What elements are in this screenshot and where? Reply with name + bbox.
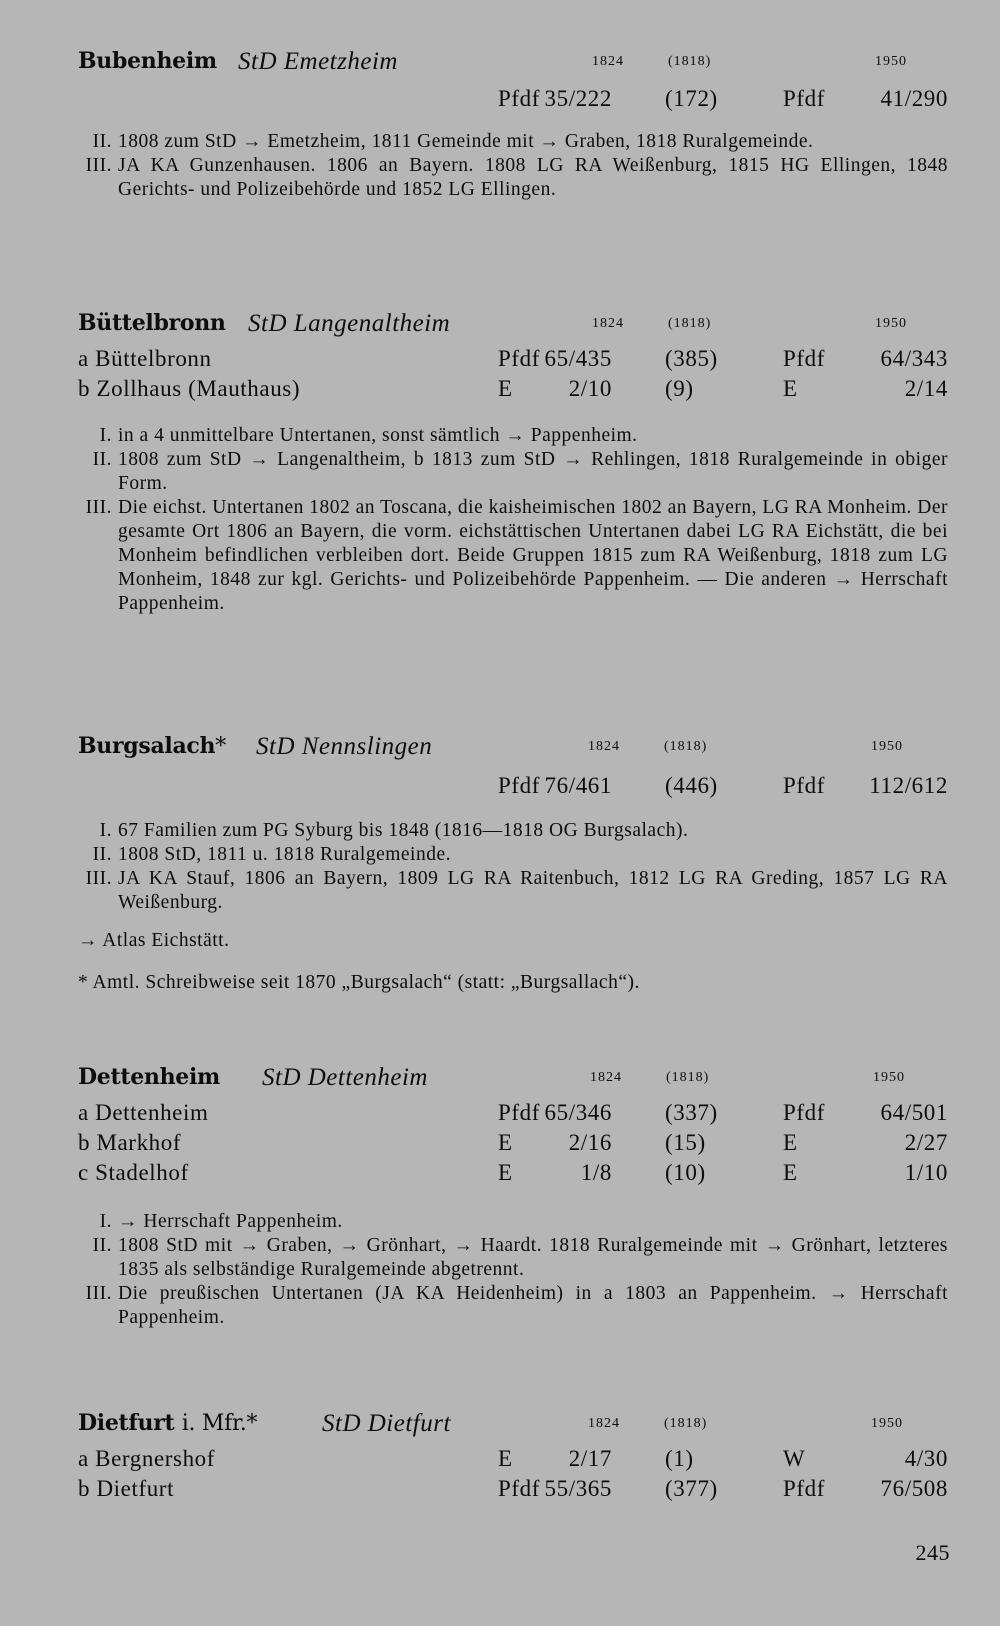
stat-row: [78, 773, 948, 803]
place-name-text: Bubenheim: [78, 48, 217, 74]
note-number: III.: [85, 155, 112, 176]
entry-buettelbronn: [78, 310, 948, 616]
notes: [78, 1210, 948, 1330]
note-number: III.: [85, 868, 112, 889]
row-value-1950: 2/14: [904, 376, 948, 401]
stat-row: [78, 1446, 948, 1476]
footnote-marker: *: [215, 734, 226, 759]
row-type-1950: E: [783, 376, 798, 401]
row-value-1950: 76/508: [880, 1476, 948, 1501]
note-text: 67 Familien zum PG Syburg bis 1848 (1816—1818 OG Burgsalach).: [118, 820, 689, 841]
row-type-1824: Pfdf: [498, 773, 541, 798]
year-1818: (1818): [664, 1416, 708, 1431]
stat-row: [78, 1100, 948, 1130]
row-value-1824: 1/8: [580, 1160, 612, 1185]
year-1824: 1824: [590, 1070, 622, 1085]
note: [78, 448, 948, 496]
entry-dettenheim: [78, 1064, 948, 1330]
note-text: 1808 StD, 1811 u. 1818 Ruralgemeinde.: [118, 844, 451, 865]
entry-header: [78, 310, 948, 346]
year-1824: 1824: [592, 316, 624, 331]
year-1818: (1818): [666, 1070, 710, 1085]
district-name: StD Emetzheim: [238, 48, 398, 75]
note-text: 1808 StD mit → Graben, → Grönhart, → Haardt. 1818 Ruralgemeinde mit → Grönhart, letzteres 1835 als selbständige Ruralgemeinde abgetrennt.: [118, 1235, 948, 1280]
row-type-1950: E: [783, 1130, 798, 1155]
row-place: b Zollhaus (Mauthaus): [78, 376, 301, 401]
row-type-1824: Pfdf: [498, 346, 541, 371]
place-name: [78, 1064, 220, 1090]
row-value-1824: 76/461: [544, 773, 612, 798]
note: [78, 1234, 948, 1282]
row-value-1824: 2/17: [568, 1446, 612, 1471]
note-number: II.: [92, 449, 112, 470]
year-1818: (1818): [668, 54, 712, 69]
entry-header: [78, 48, 948, 84]
row-value-1818: (10): [665, 1160, 706, 1185]
row-value-1824: 65/346: [544, 1100, 612, 1125]
row-type-1950: Pfdf: [783, 346, 826, 371]
row-value-1950: 64/501: [880, 1100, 948, 1125]
entry-header: [78, 1410, 948, 1446]
row-value-1950: 4/30: [904, 1446, 948, 1471]
note-text: 1808 zum StD → Emetzheim, 1811 Gemeinde mit → Graben, 1818 Ruralgemeinde.: [118, 131, 814, 152]
row-value-1818: (446): [665, 773, 718, 798]
district-name: StD Nennslingen: [256, 733, 433, 760]
row-value-1824: 2/10: [568, 376, 612, 401]
notes: [78, 130, 948, 202]
notes: [78, 424, 948, 616]
district-name: StD Dietfurt: [322, 1410, 451, 1437]
year-1824: 1824: [588, 1416, 620, 1431]
note: [78, 496, 948, 616]
row-type-1824: E: [498, 376, 513, 401]
row-value-1818: (337): [665, 1100, 718, 1125]
stat-row: [78, 346, 948, 376]
year-1824: 1824: [592, 54, 624, 69]
row-value-1818: (15): [665, 1130, 706, 1155]
note-number: I.: [99, 820, 112, 841]
note-number: I.: [99, 425, 112, 446]
year-1950: 1950: [875, 316, 907, 331]
row-type-1824: Pfdf: [498, 1100, 541, 1125]
note-text: → Herrschaft Pappenheim.: [118, 1211, 343, 1232]
row-place: b Dietfurt: [78, 1476, 175, 1501]
row-value-1950: 2/27: [904, 1130, 948, 1155]
row-value-1950: 1/10: [904, 1160, 948, 1185]
row-place: a Bergnershof: [78, 1446, 216, 1471]
entry-header: [78, 733, 948, 769]
row-value-1818: (172): [665, 86, 718, 111]
row-value-1950: 64/343: [880, 346, 948, 371]
row-value-1818: (9): [665, 376, 694, 401]
row-type-1824: Pfdf: [498, 1476, 541, 1501]
row-type-1950: Pfdf: [783, 86, 826, 111]
note: [78, 154, 948, 202]
note: [78, 1210, 948, 1234]
note: [78, 867, 948, 915]
footnote: * Amtl. Schreibweise seit 1870 „Burgsalach“ (statt: „Burgsallach“).: [78, 972, 640, 993]
row-value-1824: 35/222: [544, 86, 612, 111]
row-type-1950: Pfdf: [783, 773, 826, 798]
note-number: III.: [85, 497, 112, 518]
year-1950: 1950: [875, 54, 907, 69]
row-value-1824: 65/435: [544, 346, 612, 371]
district-name: StD Dettenheim: [262, 1064, 428, 1091]
row-value-1824: 55/365: [544, 1476, 612, 1501]
place-name-text: Büttelbronn: [78, 310, 226, 336]
row-type-1950: Pfdf: [783, 1476, 826, 1501]
note: [78, 819, 948, 843]
place-name: [78, 1410, 257, 1436]
stat-row: [78, 86, 948, 116]
row-place: b Markhof: [78, 1130, 182, 1155]
place-name: [78, 48, 217, 74]
row-type-1824: E: [498, 1160, 513, 1185]
row-value-1818: (1): [665, 1446, 694, 1471]
row-place: a Büttelbronn: [78, 346, 212, 371]
place-name-text: Dettenheim: [78, 1064, 221, 1090]
year-1824: 1824: [588, 739, 620, 754]
row-value-1950: 112/612: [869, 773, 948, 798]
notes: [78, 819, 948, 915]
note-text: Die preußischen Untertanen (JA KA Heidenheim) in a 1803 an Pappenheim. → Herrschaft Pappenheim.: [118, 1283, 948, 1328]
year-1950: 1950: [873, 1070, 905, 1085]
place-name: [78, 733, 226, 759]
row-type-1824: Pfdf: [498, 86, 541, 111]
stat-row: [78, 1160, 948, 1190]
note-number: III.: [85, 1283, 112, 1304]
stat-row: [78, 1476, 948, 1506]
see-also: → Atlas Eichstätt.: [78, 930, 230, 951]
note-number: II.: [92, 844, 112, 865]
place-name-suffix: i. Mfr.*: [181, 1411, 258, 1436]
year-1950: 1950: [871, 1416, 903, 1431]
note-number: I.: [99, 1211, 112, 1232]
row-value-1824: 2/16: [568, 1130, 612, 1155]
row-type-1950: W: [783, 1446, 806, 1471]
row-type-1950: E: [783, 1160, 798, 1185]
note-text: JA KA Stauf, 1806 an Bayern, 1809 LG RA Raitenbuch, 1812 LG RA Greding, 1857 LG RA Weißenburg.: [118, 868, 948, 913]
entry-bubenheim: [78, 48, 948, 202]
year-1950: 1950: [871, 739, 903, 754]
row-value-1818: (377): [665, 1476, 718, 1501]
year-1818: (1818): [664, 739, 708, 754]
row-value-1950: 41/290: [880, 86, 948, 111]
place-name-text: Burgsalach: [78, 733, 216, 759]
note-text: JA KA Gunzenhausen. 1806 an Bayern. 1808 LG RA Weißenburg, 1815 HG Ellingen, 1848 Gerichts- und Polizeibehörde und 1852 LG Ellingen.: [118, 155, 948, 200]
entry-dietfurt: [78, 1410, 948, 1506]
entry-burgsalach: [78, 733, 948, 995]
stat-row: [78, 1130, 948, 1160]
place-name-text: Dietfurt: [78, 1410, 175, 1436]
note-number: II.: [92, 1235, 112, 1256]
note-text: in a 4 unmittelbare Untertanen, sonst sämtlich → Pappenheim.: [118, 425, 638, 446]
row-place: a Dettenheim: [78, 1100, 209, 1125]
note-text: Die eichst. Untertanen 1802 an Toscana, die kaisheimischen 1802 an Bayern, LG RA Monheim. Der gesamte Ort 1806 an Bayern, die vorm. eichstättischen Untertanen dabei LG RA Eichstätt, die bei Monheim befindlichen verbleiben dort. Beide Gruppen 1815 zum RA Weißenburg, 1818 zum LG Monheim, 1848 zur kgl. Gerichts- und Polizeibehörde Pappenheim. — Die anderen → Herrschaft Pappenheim.: [118, 497, 948, 614]
note: [78, 130, 948, 154]
place-name: [78, 310, 226, 336]
page-number: 245: [915, 1540, 950, 1565]
note: [78, 1282, 948, 1330]
district-name: StD Langenaltheim: [248, 310, 451, 337]
note-text: 1808 zum StD → Langenaltheim, b 1813 zum StD → Rehlingen, 1818 Ruralgemeinde in obiger Form.: [118, 449, 948, 494]
year-1818: (1818): [668, 316, 712, 331]
note: [78, 424, 948, 448]
stat-row: [78, 376, 948, 406]
row-place: c Stadelhof: [78, 1160, 189, 1185]
note: [78, 843, 948, 867]
row-value-1818: (385): [665, 346, 718, 371]
entry-header: [78, 1064, 948, 1100]
note-number: II.: [92, 131, 112, 152]
row-type-1824: E: [498, 1130, 513, 1155]
row-type-1824: E: [498, 1446, 513, 1471]
row-type-1950: Pfdf: [783, 1100, 826, 1125]
